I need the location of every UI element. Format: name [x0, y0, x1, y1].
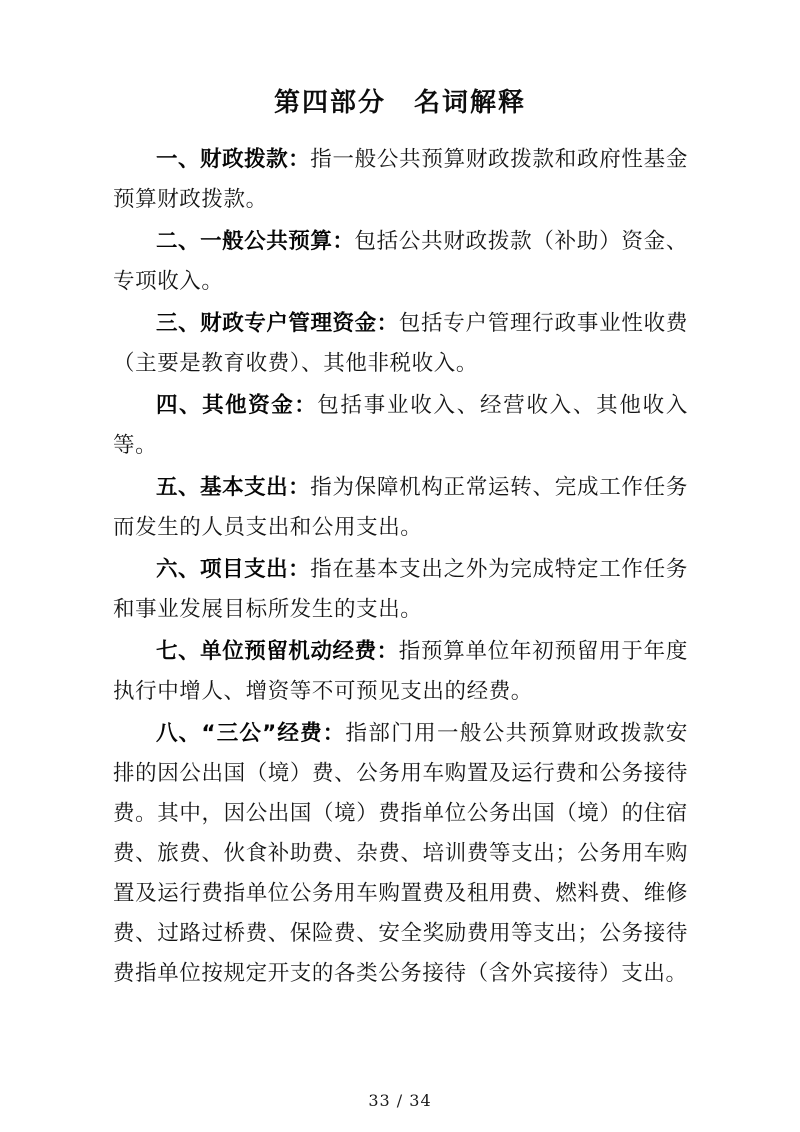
definition-text-4: 包括事业收入、经营收入、其他收入等。	[113, 393, 688, 458]
definition-item-8	[113, 714, 688, 994]
page-title: 第四部分 名词解释	[273, 88, 526, 118]
definition-text-2: 包括公共财政拨款（补助）资金、专项收入。	[113, 229, 688, 294]
definition-term-5: 五、基本支出：	[156, 475, 311, 500]
definition-text-8: 指部门用一般公共预算财政拨款安排的因公出国（境）费、公务用车购置及运行费和公务接待费。其中，因公出国（境）费指单位公务出国（境）的住宿费、旅费、伙食补助费、杂费、培训费等支出；公务用车购置及运行费指单位公务用车购置费及租用费、燃料费、维修费、过路过桥费、保险费、安全奖励费用等支出；公务接待费指单位按规定开支的各类公务接待（含外宾接待）支出。	[113, 721, 688, 986]
definition-text-7: 指预算单位年初预留用于年度执行中增人、增资等不可预见支出的经费。	[113, 639, 688, 704]
definition-term-1: 一、财政拨款：	[156, 147, 311, 172]
definition-text-6: 指在基本支出之外为完成特定工作任务和事业发展目标所发生的支出。	[113, 557, 688, 622]
definition-text-3: 包括专户管理行政事业性收费（主要是教育收费）、其他非税收入。	[113, 311, 688, 376]
definition-item-3	[113, 304, 688, 384]
definition-item-4	[113, 386, 688, 466]
definition-term-7: 七、单位预留机动经费：	[156, 639, 399, 664]
definition-term-4: 四、其他资金：	[156, 393, 318, 418]
page-number-footer: 33 / 34	[368, 1091, 432, 1110]
definition-item-6	[113, 550, 688, 630]
document-body	[113, 140, 688, 994]
definition-term-6: 六、项目支出：	[156, 557, 311, 582]
definition-text-5: 指为保障机构正常运转、完成工作任务而发生的人员支出和公用支出。	[113, 475, 688, 540]
definition-item-5	[113, 468, 688, 548]
definition-term-8: 八、“三公”经费：	[156, 721, 346, 746]
definition-text-1: 指一般公共预算财政拨款和政府性基金预算财政拨款。	[113, 147, 688, 212]
definition-term-3: 三、财政专户管理资金：	[156, 311, 399, 336]
definition-item-7	[113, 632, 688, 712]
definition-item-2	[113, 222, 688, 302]
definition-term-2: 二、一般公共预算：	[156, 229, 355, 254]
definition-item-1	[113, 140, 688, 220]
